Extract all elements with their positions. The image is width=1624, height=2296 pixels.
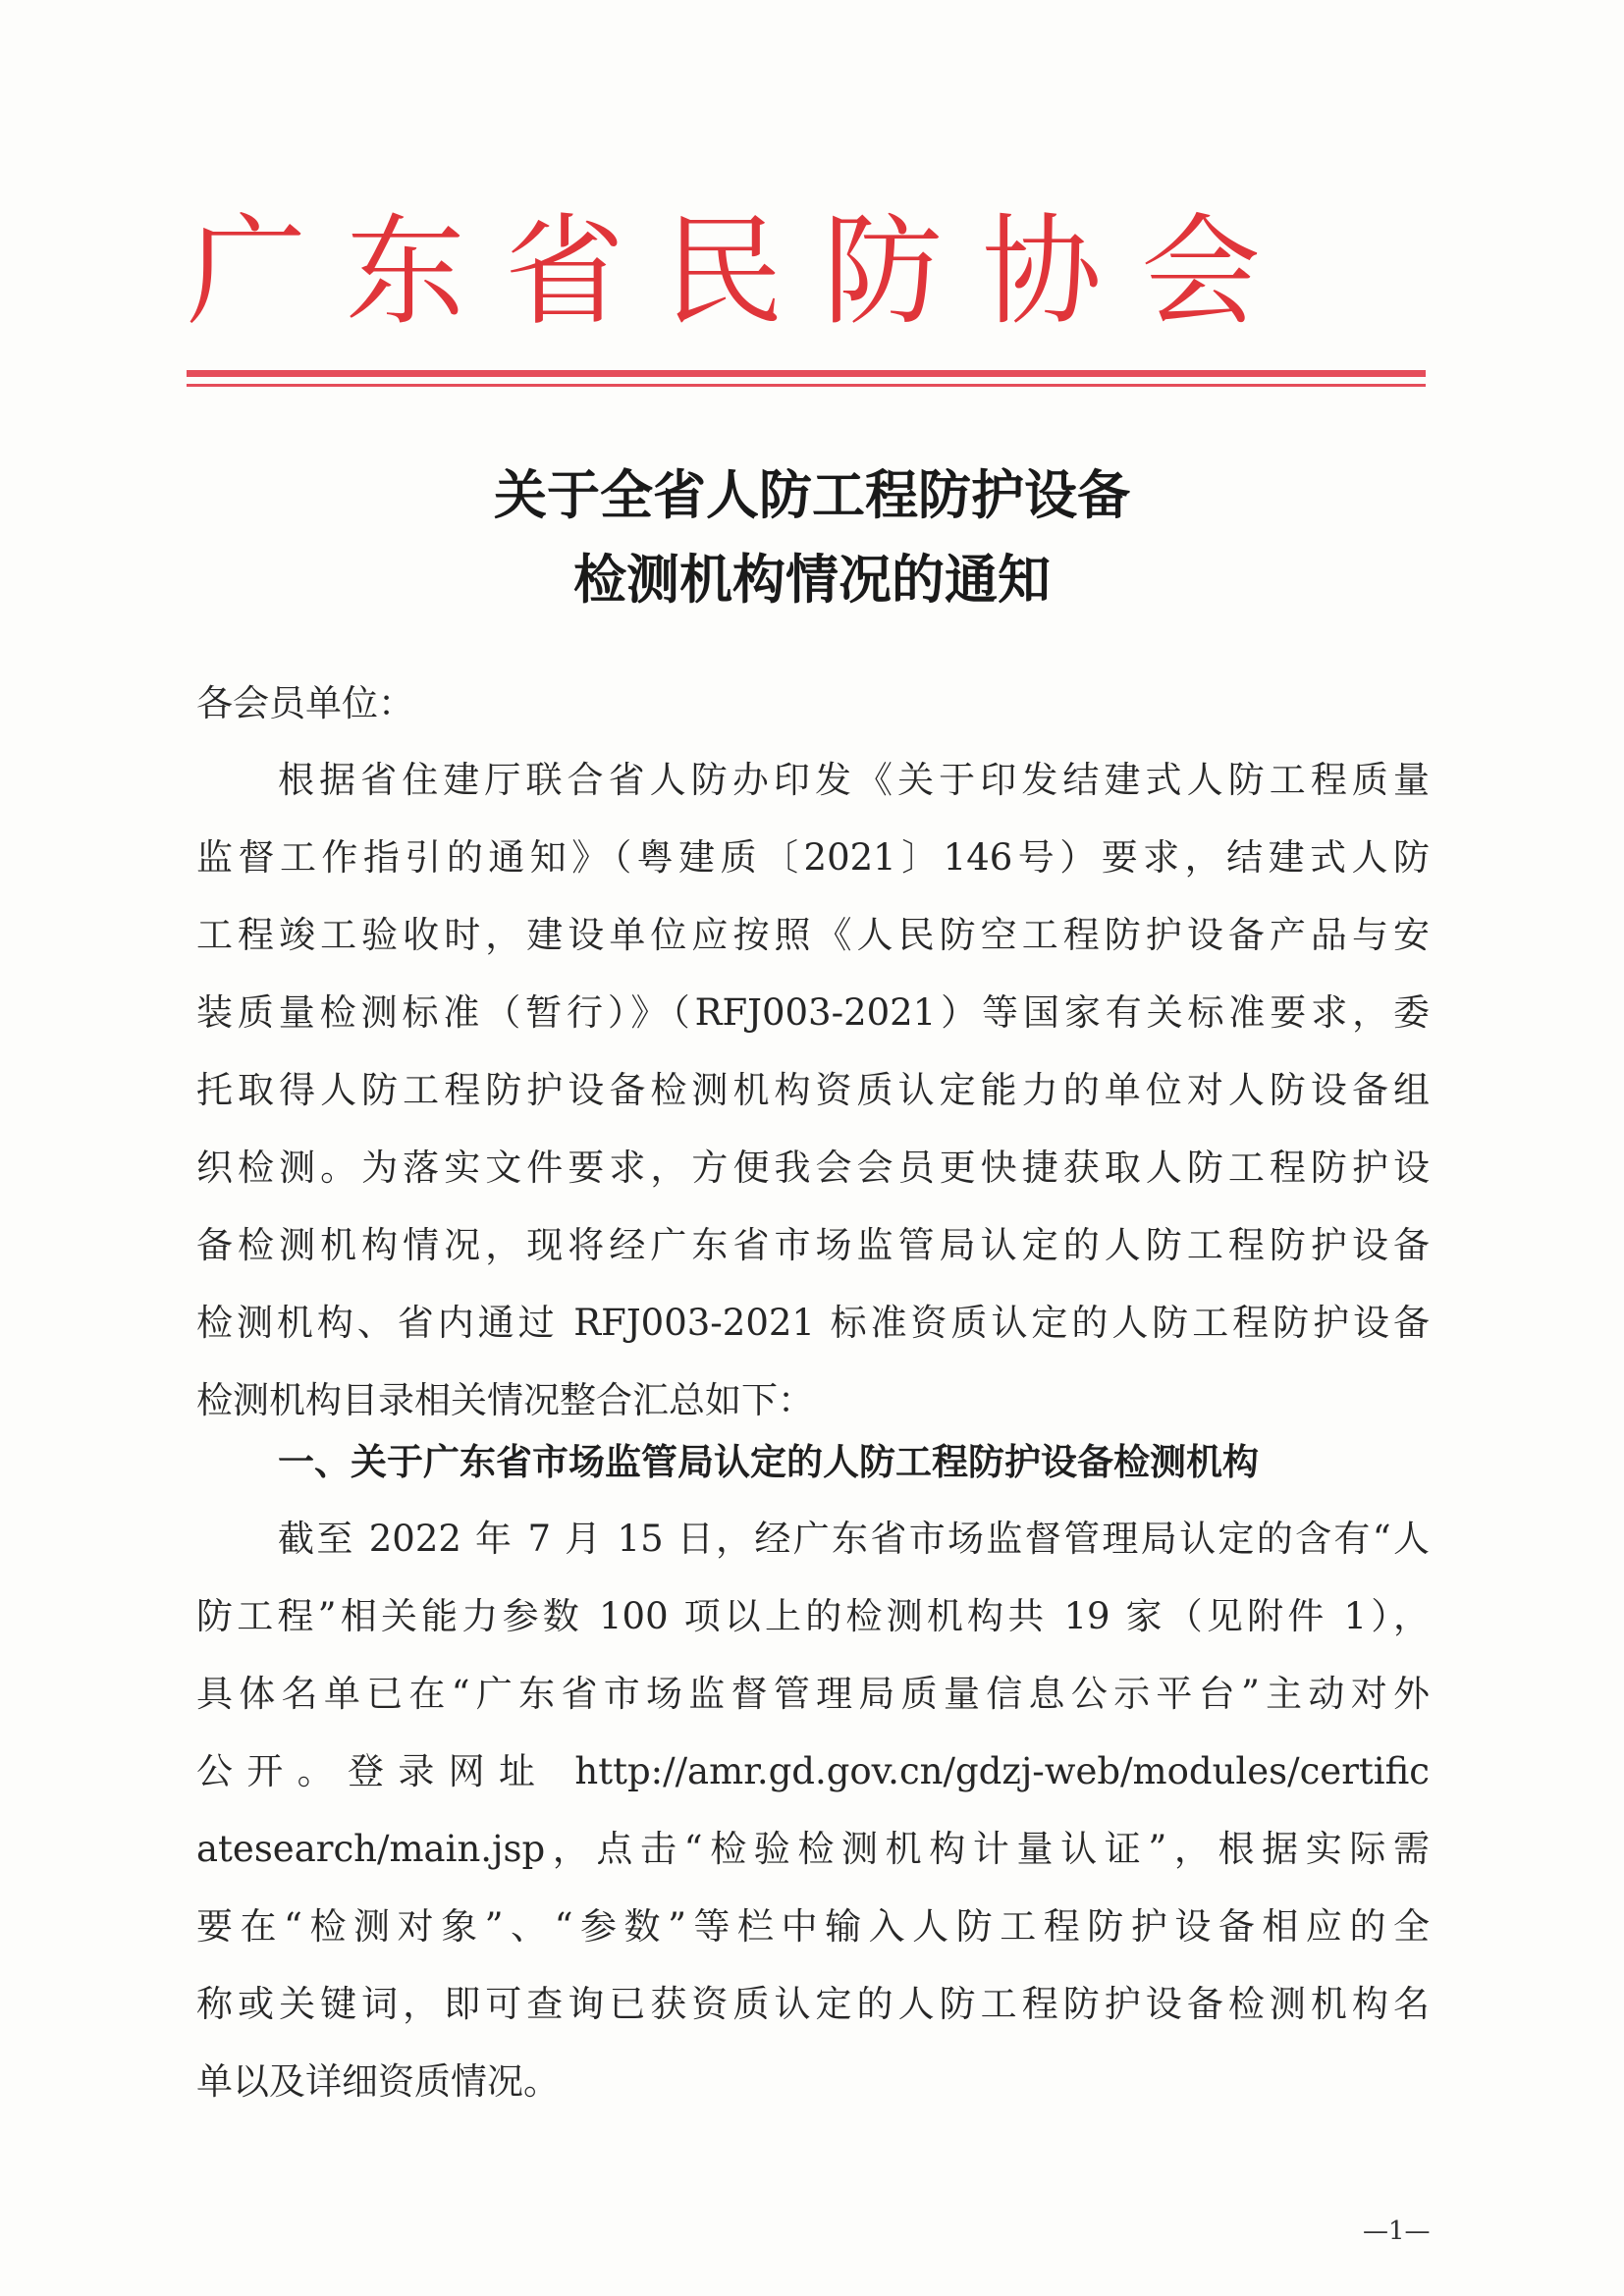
paragraph-2-line: 具体名单已在“广东省市场监督管理局质量信息公示平台”主动对外 <box>196 1673 1430 1715</box>
letterhead-rule-thin <box>187 384 1426 387</box>
paragraph-2-line: 公开。登录网址 http://amr.gd.gov.cn/gdzj-web/modules/certific <box>196 1750 1430 1792</box>
paragraph-1-line: 根据省住建厅联合省人防办印发《关于印发结建式人防工程质量 <box>278 759 1430 801</box>
salutation: 各会员单位： <box>196 682 414 724</box>
paragraph-2-line: 截至 2022 年 7 月 15 日，经广东省市场监督管理局认定的含有“人 <box>278 1518 1430 1560</box>
paragraph-1-line: 织检测。为落实文件要求，方便我会会员更快捷获取人防工程防护设 <box>196 1147 1430 1189</box>
document-title-line-1: 关于全省人防工程防护设备 <box>494 464 1130 526</box>
page-number: —1— <box>1363 2216 1431 2246</box>
paragraph-1-line: 检测机构目录相关情况整合汇总如下： <box>196 1379 814 1421</box>
paragraph-1-line: 监督工作指引的通知》（粤建质〔2021〕146号）要求，结建式人防 <box>196 836 1430 879</box>
letterhead-rule-thick <box>187 370 1426 377</box>
paragraph-2-line: 防工程”相关能力参数 100 项以上的检测机构共 19 家（见附件 1）， <box>196 1595 1430 1637</box>
section-1-heading: 一、关于广东省市场监管局认定的人防工程防护设备检测机构 <box>278 1441 1259 1483</box>
paragraph-1-line: 托取得人防工程防护设备检测机构资质认定能力的单位对人防设备组 <box>196 1069 1430 1111</box>
paragraph-2-line: 要在“检测对象”、“参数”等栏中输入人防工程防护设备相应的全 <box>196 1905 1430 1948</box>
paragraph-2-line: 单以及详细资质情况。 <box>196 2060 560 2103</box>
document-title-line-2: 检测机构情况的通知 <box>573 549 1051 611</box>
paragraph-1-line: 装质量检测标准（暂行）》（RFJ003-2021）等国家有关标准要求，委 <box>196 991 1430 1034</box>
paragraph-1-line: 备检测机构情况，现将经广东省市场监管局认定的人防工程防护设备 <box>196 1224 1430 1266</box>
letterhead-org-name: 广东省民防协会 <box>187 202 1300 342</box>
paragraph-2-line: 称或关键词，即可查询已获资质认定的人防工程防护设备检测机构名 <box>196 1983 1430 2025</box>
paragraph-2-line: atesearch/main.jsp，点击“检验检测机构计量认证”，根据实际需 <box>196 1828 1430 1870</box>
paragraph-1-line: 工程竣工验收时，建设单位应按照《人民防空工程防护设备产品与安 <box>196 914 1430 956</box>
paragraph-1-line: 检测机构、省内通过 RFJ003-2021 标准资质认定的人防工程防护设备 <box>196 1302 1430 1344</box>
